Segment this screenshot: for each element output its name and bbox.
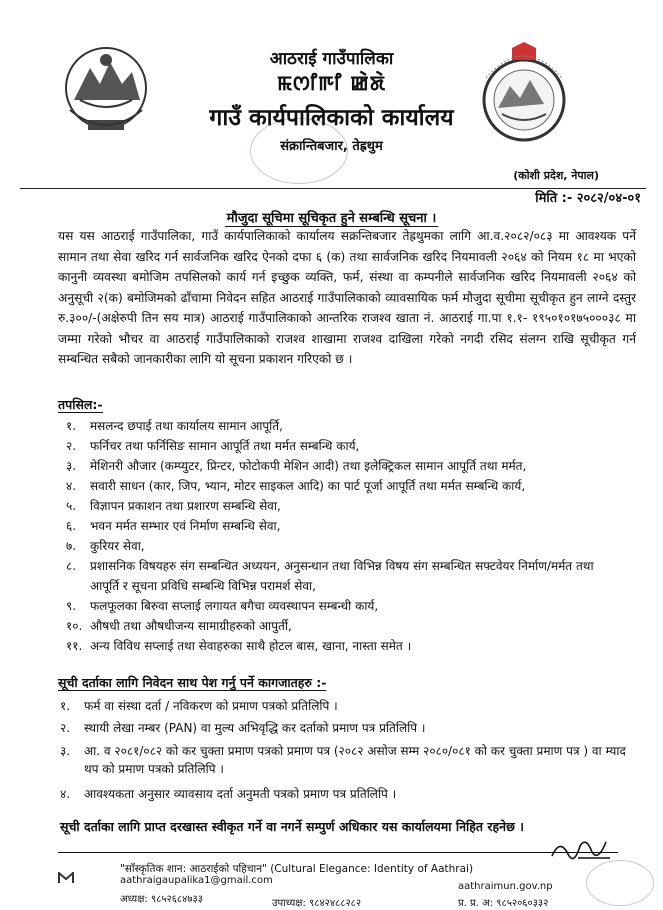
mail-icon bbox=[58, 872, 74, 888]
documents-list bbox=[60, 696, 630, 804]
list-item: ३. आ. व २०८१/०८२ को कर चुक्ता प्रमाण पत्रको प्रमाण पत्र (२०८२ असोज सम्म २०८०/०८१ को कर चुक्ता प्रमाण पत्र ) वा म्याद थप को प्रमाण पत्रको प्रतिलिपि । bbox=[60, 744, 626, 776]
list-item: ४. आवश्यकता अनुसार व्यावसाय दर्ता अनुमती पत्रको प्रमाण पत्र प्रतिलिपि । bbox=[60, 787, 397, 801]
municipality-name-script: ꯃꯁꯤꯒꯤ ꯀꯥꯗꯥ bbox=[277, 71, 386, 95]
list-item: ६. भवन मर्मत सम्भार एवं निर्माण सम्बन्धि सेवा, bbox=[66, 519, 281, 533]
footer-website: aathraimun.gov.np bbox=[458, 881, 553, 892]
footer-email: aathraigaupalika1@gmail.com bbox=[120, 875, 273, 886]
documents-heading: सूची दर्ताका लागि निवेदन साथ पेश गर्नु पर्ने कागजातहरु :- bbox=[58, 675, 327, 690]
details-list bbox=[66, 416, 626, 656]
notice-date: मिति :- २०८२/०४-०१ bbox=[535, 191, 641, 206]
province-label: (कोशी प्रदेश, नेपाल) bbox=[513, 169, 599, 182]
footer-tagline: "साँस्कृतिक शान: आठराईको पहिचान" (Cultural Elegance: Identity of Aathrai) bbox=[120, 863, 474, 875]
list-item: १०. औषधी तथा औषधीजन्य सामाग्रीहरुको आपुर्ती, bbox=[66, 619, 292, 633]
signature-stamp bbox=[586, 860, 654, 906]
office-address: संक्रान्तिबजार, तेह्रथुम bbox=[280, 139, 383, 154]
list-item: ३. मेशिनरी औजार (कम्प्युटर, प्रिन्टर, फोटोकपी मेशिन आदी) तथा इलेक्ट्रिकल सामान आपूर्ति तथा मर्मत, bbox=[66, 459, 527, 473]
list-item: ११. अन्य विविध सप्लाई तथा सेवाहरुका साथै होटल बास, खाना, नास्ता समेत । bbox=[66, 639, 412, 653]
footer-cao: प्र. प्र. अ: ९८५२०६०३३२ bbox=[458, 898, 549, 909]
closing-statement: सूची दर्ताका लागि प्राप्त दरखास्त स्वीकृत गर्ने वा नगर्ने सम्पुर्ण अधिकार यस कार्यालयमा निहित रहनेछ । bbox=[60, 819, 524, 834]
list-item: ७. कुरियर सेवा, bbox=[66, 539, 145, 553]
list-item: ४. सवारी साधन (कार, जिप, भ्यान, मोटर साइकल आदि) का पार्ट पूर्जा आपूर्ति तथा मर्मत सम्बन्धि कार्य, bbox=[66, 479, 526, 493]
list-item: ८. प्रशासनिक विषयहरु संग सम्बन्धित अध्ययन, अनुसन्धान तथा विभिन्न विषय संग सम्बन्धित सफ्टवेयर निर्माण/मर्मत तथा आपूर्ति र सूचना प्रविधि सम्बन्धि विभिन्न परामर्श सेवा, bbox=[66, 559, 594, 593]
footer-vice-chair: उपाध्यक्ष: ९८४२४८८२८२ bbox=[272, 898, 362, 909]
list-item: १. मसलन्द छपाई तथा कार्यालय सामान आपूर्ति, bbox=[66, 419, 283, 433]
list-item: २. स्थायी लेखा नम्बर (PAN) वा मुल्य अभिवृद्धि कर दर्ताको प्रमाण पत्र प्रतिलिपि । bbox=[60, 721, 426, 735]
footer-divider bbox=[58, 852, 618, 853]
office-name: गाउँ कार्यपालिकाको कार्यालय bbox=[209, 105, 454, 131]
municipality-name: आठराई गाउँपालिका bbox=[269, 49, 394, 69]
list-item: ५. विज्ञापन प्रकाशन तथा प्रशारण सम्बन्धि सेवा, bbox=[66, 499, 281, 513]
footer-chair: अध्यक्ष: ९८५२६८४७३३ bbox=[120, 894, 203, 905]
notice-title: मौजुदा सूचिमा सूचिकृत हुने सम्बन्धि सूचना । bbox=[226, 211, 437, 226]
notice-paragraph: यस यस आठराई गाउँपालिका, गाउँ कार्यपालिकाको कार्यालय सक्रन्तिबजार तेह्रथुमका लागि आ.व.२०८२/०८३ मा आवश्यक पर्ने सामान तथा सेवा खरिद गर्न सार्वजनिक खरिद ऐनको दफा ६ (क) तथा सार्वजनिक खरिद नियमावली २०६४ को नियम १८ मा भएको कानुनी व्यवस्था बमोजिम तपसिलको कार्य गर्न इच्छुक व्यक्ति, फर्म, संस्था वा कम्पनीले सार्वजनिक खरिद नियमावली २०६४ को अनुसूची २(क) बमोजिमको ढाँचामा निवेदन सहित आठराई गाउँपालिकाको व्यावसायिक फर्म मौजुदा सूचीमा सूचीकृत हुन लाग्ने दस्तुर रु.३००/-(अक्षेरुपी तिन सय मात्र) आठराई गाउँपालिकाको आन्तरिक राजश्व खाता नं. आठराई गा.पा १.१- १९५०१०१७५०००३८ मा जम्मा गरेको भौचर वा आठराई गाउँपालिकाको राजश्व शाखामा राजश्व दाखिला गरेको नगदी रसिद संलग्न राखि सूचीकृत गर्न सम्बन्धित सबैको जानकारीका लागि यो सूचना प्रकाशन गरिएको छ । bbox=[58, 229, 636, 366]
details-heading: तपसिल:- bbox=[58, 397, 103, 412]
list-item: १. फर्म वा संस्था दर्ता / नविकरण को प्रमाण पत्रको प्रतिलिपि । bbox=[60, 699, 338, 713]
list-item: २. फर्निचर तथा फर्निसिङ सामान आपूर्ति तथा मर्मत सम्बन्धि कार्य, bbox=[66, 439, 360, 453]
list-item: ९. फलफूलका बिरुवा सप्लाई लगायत बगैचा व्यवस्थापन सम्बन्धी कार्य, bbox=[66, 599, 379, 613]
